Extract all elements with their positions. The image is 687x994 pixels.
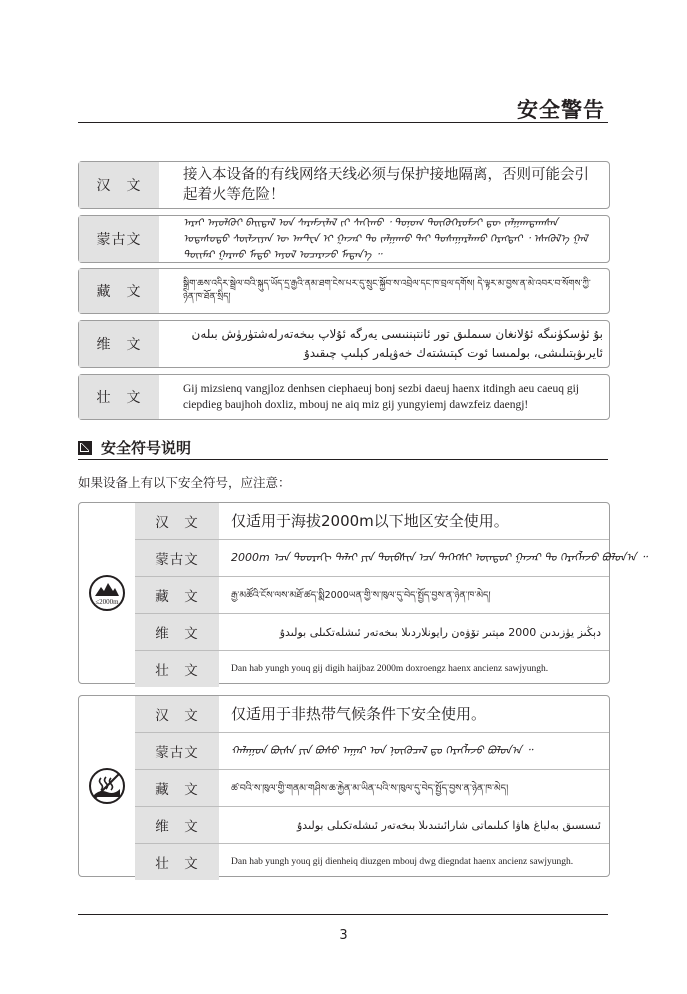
symbol-row-uyghur <box>135 807 609 844</box>
section-intro: 如果设备上有以下安全符号，应注意： <box>78 475 291 490</box>
warning-text: Gij mizsienq vangjloz denhsen ciephaeuj bonj sezbi daeuj haenx itdingh aeu caeuq gij ciepdieg baujhoh doxliz, mbouj ne aiq miz gij yungyiemj dawzfeiz daengj! <box>183 383 579 411</box>
language-label: 维 文 <box>135 807 219 843</box>
warning-row-chinese <box>78 161 610 209</box>
language-label: 壮 文 <box>79 375 159 419</box>
language-label: 维 文 <box>135 614 219 650</box>
warning-text: 接入本设备的有线网络天线必须与保护接地隔离，否则可能会引起着火等危险！ <box>183 167 589 203</box>
header-rule <box>78 122 608 123</box>
language-label: 藏 文 <box>79 269 159 313</box>
symbol-icon-cell <box>79 696 135 876</box>
symbol-row-chinese <box>135 503 609 540</box>
language-label: 汉 文 <box>135 503 219 539</box>
warning-row-mongolian <box>78 215 610 263</box>
language-label: 壮 文 <box>135 651 219 687</box>
altitude-icon-label: ≤2000m <box>95 598 119 606</box>
language-label: 蒙古文 <box>135 540 219 576</box>
language-label: 汉 文 <box>79 162 159 208</box>
language-label: 藏 文 <box>135 577 219 613</box>
symbol-text: ᠬᠠᠯᠠᠭᠤᠨ ᠪᠦᠰᠡ ᠶᠢᠨ ᠪᠤᠰᠤ ᠠᠭᠠᠷ ᠤᠨ ᠨᠥᠬᠦᠴᠡᠯ ᠳᠤ ᠬᠡᠷᠡᠭᠯᠡᠵᠦ ᠪᠣᠯᠤᠨ᠎ᠠ ᠃ <box>231 744 533 757</box>
language-label: 藏 文 <box>135 770 219 806</box>
symbol-row-uyghur <box>135 614 609 651</box>
symbol-text: دېڭىز يۈزىدىن 2000 مېتىر تۆۋەن رايونلاردىلا بىخەتەر ئىشلەتكىلى بولىدۇ <box>279 625 601 639</box>
language-label: 维 文 <box>79 321 159 367</box>
symbol-text: 仅适用于非热带气候条件下安全使用。 <box>231 705 487 723</box>
symbol-table-altitude <box>78 502 647 684</box>
symbol-text: ཚ་བའི་ས་ཁུལ་གྱི་གནམ་གཤིས་ཆ་རྐྱེན་མ་ཡིན་པའི་ས་ཁུལ་དུ་བེད་སྤྱོད་བྱས་ན་ཉེན་ཁ་མེད། <box>231 782 509 794</box>
non-tropical-climate-icon <box>88 767 126 805</box>
warning-row-zhuang <box>78 374 610 420</box>
symbol-row-chinese <box>135 696 609 733</box>
symbol-row-tibetan <box>135 577 609 614</box>
warning-row-uyghur <box>78 320 610 368</box>
symbol-row-mongolian <box>135 733 609 770</box>
symbol-icon-cell <box>79 503 135 683</box>
symbol-text: ئىسسىق بەلباغ ھاۋا كىلىماتى شارائىتىدىلا بىخەتەر ئىشلەتكىلى بولىدۇ <box>296 818 601 832</box>
section-title: 安全符号说明 <box>101 439 192 457</box>
symbol-text: Dan hab yungh youq gij dienheiq diuzgen mbouj dwg diegndat haenx ancienz sawjyungh. <box>231 857 574 867</box>
page-title: 安全警告 <box>517 98 605 122</box>
warning-text: སྒྲིག་ཆས་འདིར་སྦྲེལ་བའི་སྐུད་ཡོད་དྲ་རྒྱའི་ནམ་ཐག་ངེས་པར་དུ་སྲུང་སྐྱོབ་ས་འབྲེལ་དང་ཁ་བྲལ་དགོས། དེ་ལྟར་མ་བྱས་ན་མེ་འབར་བ་སོགས་ཀྱི་ཉེན་ཁ་ཐོན་སྲིད། <box>183 279 591 302</box>
symbol-text: 仅适用于海拔2000m以下地区安全使用。 <box>231 512 509 530</box>
warning-row-tibetan <box>78 268 610 314</box>
footer-rule <box>78 914 608 915</box>
symbol-row-tibetan <box>135 770 609 807</box>
section-marker-icon <box>78 441 92 455</box>
page-number: 3 <box>339 928 348 943</box>
symbol-row-zhuang <box>135 844 609 880</box>
language-label: 汉 文 <box>135 696 219 732</box>
symbol-row-zhuang <box>135 651 609 687</box>
symbol-text: རྒྱ་མཚོའི་ངོས་ལས་མཐོ་ཚད་སྨི2000ཡན་གྱི་ས་ཁུལ་དུ་བེད་སྤྱོད་བྱས་ན་ཉེན་ཁ་མེད། <box>231 589 491 601</box>
section-heading <box>78 437 191 458</box>
language-label: 壮 文 <box>135 844 219 880</box>
warning-text: بۇ ئۈسكۈنىگە ئۇلانغان سىملىق تور ئانتېننىسى يەرگە ئۇلاپ بىخەتەرلەشتۈرۈش بىلەن ئايرىۋېتىلىشى، بولمىسا ئوت كېتىشتەك خەۋپلەر كېلىپ چىقىدۇ <box>191 327 603 360</box>
symbol-table-climate <box>78 695 610 877</box>
symbol-row-mongolian <box>135 540 647 577</box>
symbol-text: 2000m ᠡᠴᠡ ᠳᠣᠣᠷᠠᠬᠢ ᠳᠠᠯᠠᠢ ᠶᠢᠨ ᠲᠥᠪᠰᠢᠨ ᠡᠴᠡ ᠳᠡᠭᠡᠭᠰᠢ ᠥᠨᠳᠥᠷ ᠭᠠᠵᠠᠷ ᠲᠤ ᠬᠡᠷᠡᠭᠯᠡᠵᠦ ᠪᠣᠯᠤᠨ᠎ᠠ ᠃ <box>231 551 647 564</box>
language-label: 蒙古文 <box>135 733 219 769</box>
symbol-text: Dan hab yungh youq gij digih haijbaz 2000m doxroengz haenx ancienz sawjyungh. <box>231 664 549 674</box>
warning-text: ᠠᠷᠠᠢ ᠠᠶᠤᠯᠭᠦᠢ ᠪᠠᠢᠳᠠᠯ ᠤᠨ ᠰᠡᠷᠡᠮᠵᠢᠯᠡᠯ ᠵᠢ ᠰᠠᠬᠢᠬᠤ ᠂ ᠲᠣᠨᠣᠭ ᠲᠦᠬᠦᠭᠡᠷᠦᠮᠵᠢ ᠳᠦ ᠵᠠᠯᠭᠠᠭᠳᠠᠭᠰᠠᠨ ᠤᠲᠠᠰᠤᠲᠤ ᠰᠦᠯᠵᠢᠶᠡᠨ ᠦ ᠠᠨᠲ᠋ᠧᠨ ᠢ ᠭᠠᠵᠠᠷ ᠲᠤ ᠵᠠᠯᠭᠠᠬᠤ ᠲᠠᠢ ᠲᠤᠰᠠᠭᠠᠷᠯᠠᠬᠤ ᠬᠡᠷᠡᠭᠲᠡᠢ ᠂ ᠡᠰᠡᠬᠦᠯ᠎ᠡ ᠭᠠᠯ ᠲᠦᠢᠮᠡᠷ ᠭᠠᠷᠬᠤ ᠮᠡᠲᠦ ᠠᠶᠤᠯ ᠤᠴᠠᠷᠠᠵᠤ ᠮᠡᠳᠡᠨ᠎ᠡ ᠃ <box>183 217 588 261</box>
section-rule <box>78 459 608 460</box>
language-label: 蒙古文 <box>79 216 159 262</box>
altitude-2000m-icon <box>88 574 126 612</box>
